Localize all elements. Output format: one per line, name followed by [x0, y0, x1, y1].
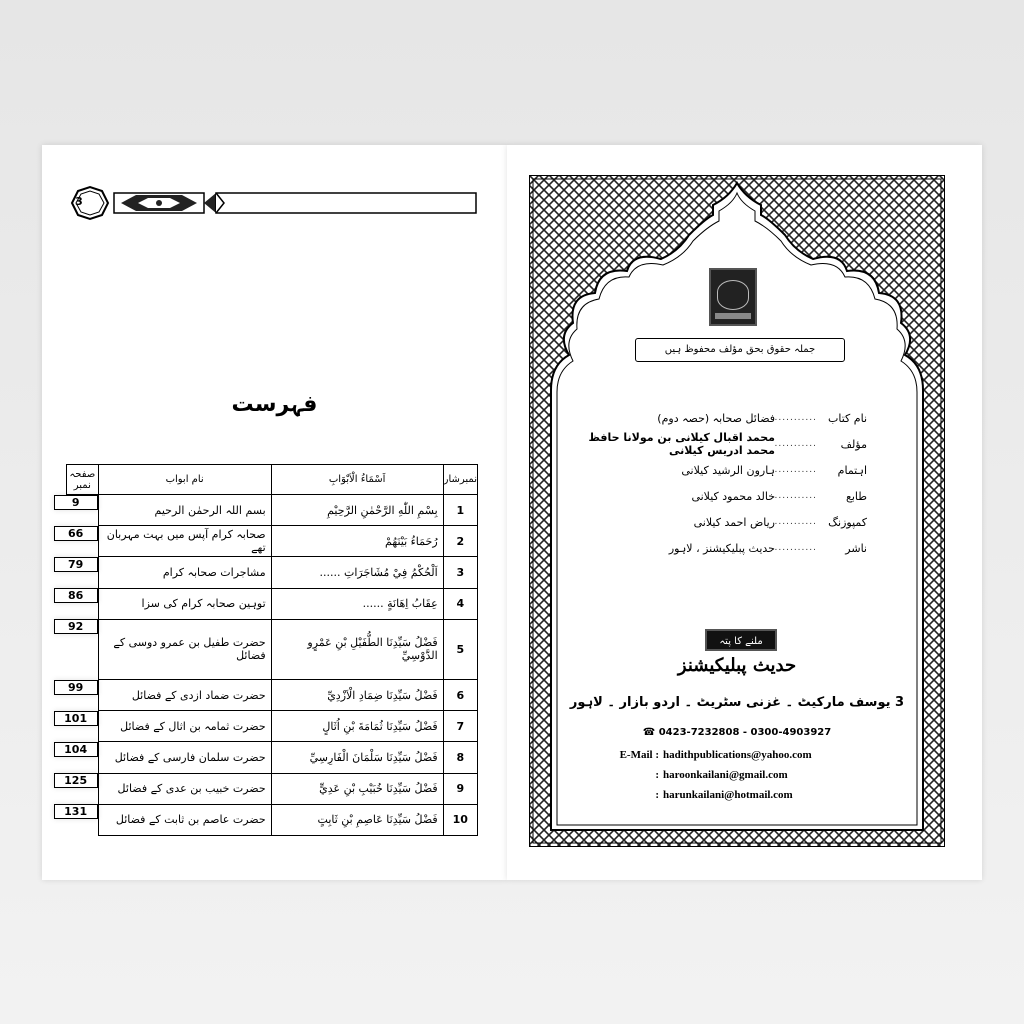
toc-cell-arabic: فَضْلُ سَيِّدِنَا عَاصِمِ بْنِ ثَابِتٍ: [271, 804, 443, 835]
book-info-row: [577, 457, 867, 483]
email-list: [615, 749, 895, 809]
toc-cell-page: 92: [54, 619, 98, 634]
toc-cell-arabic: اَلْحُكْمُ فِيْ مُشَاجَرَاتِ ......: [271, 557, 443, 588]
publisher-logo: [709, 268, 757, 326]
header-arabic: اَسْمَاءُ الْاَبْوَابِ: [271, 465, 443, 495]
book-info-value: فضائل صحابہ (حصہ دوم): [657, 411, 775, 425]
toc-cell-num: 9: [443, 773, 477, 804]
book-info-value: خالد محمود کیلانی: [691, 489, 775, 503]
email-row: [615, 769, 895, 789]
toc-cell-urdu: توہین صحابہ کرام کی سزا: [98, 588, 271, 619]
toc-cell-urdu: صحابہ کرام آپس میں بہت مہربان تھے: [98, 526, 271, 557]
toc-cell-page: 101: [54, 711, 98, 726]
email-row: [615, 749, 895, 769]
toc-cell-arabic: فَضْلُ سَيِّدِنَا الطُّفَيْلِ بْنِ عَمْرٍو الدَّوْسِيِّ: [271, 619, 443, 679]
toc-cell-num: 6: [443, 680, 477, 711]
book-info-value: ریاض احمد کیلانی: [693, 515, 775, 529]
header-num: نمبرشار: [443, 465, 477, 495]
toc-cell-urdu: حضرت سلمان فارسی کے فضائل: [98, 742, 271, 773]
book-info-dots: ...........: [774, 517, 817, 527]
toc-row: [67, 588, 478, 619]
email-label: E-Mail :: [619, 749, 659, 761]
toc-cell-page: 125: [54, 773, 98, 788]
book-info-dots: ...........: [774, 465, 817, 475]
book-info-row: [577, 431, 867, 457]
book-info-dots: ...........: [774, 491, 817, 501]
header-urdu: نام ابواب: [98, 465, 271, 495]
toc-cell-arabic: بِسْمِ اللّٰهِ الرَّحْمٰنِ الرَّحِيْمِ: [271, 495, 443, 526]
toc-cell-page: 99: [54, 680, 98, 695]
toc-cell-num: 7: [443, 711, 477, 742]
toc-cell-arabic: رُحَمَاءُ بَيْنَهُمْ: [271, 526, 443, 557]
toc-title: فہرست: [231, 392, 318, 417]
toc-cell-urdu: حضرت ضماد ازدی کے فضائل: [98, 680, 271, 711]
toc-cell-urdu: مشاجرات صحابہ کرام: [98, 557, 271, 588]
toc-cell-arabic: فَضْلُ سَيِّدِنَا سَلْمَانَ الْفَارِسِيِّ: [271, 742, 443, 773]
book-info-value: محمد اقبال کیلانی بن مولانا حافظ محمد ادریس کیلانی: [588, 431, 775, 457]
toc-row: [67, 526, 478, 557]
email-address[interactable]: haroonkailani@gmail.com: [663, 769, 788, 781]
book-info-row: [577, 483, 867, 509]
toc-cell-page: 66: [54, 526, 98, 541]
book-info-label: مؤلف: [840, 437, 867, 451]
toc-cell-urdu: حضرت طفیل بن عمرو دوسی کے فضائل: [98, 619, 271, 679]
toc-cell-num: 5: [443, 619, 477, 679]
toc-body: [64, 495, 478, 836]
book-info-row: [577, 405, 867, 431]
page-number: 3: [75, 195, 83, 208]
toc-row: [67, 619, 478, 679]
toc-row: [67, 773, 478, 804]
email-row: [615, 789, 895, 809]
book-info-label: طابع: [845, 489, 867, 503]
toc-cell-arabic: فَضْلُ سَيِّدِنَا خُبَيْبِ بْنِ عَدِيٍّ: [271, 773, 443, 804]
toc-row: [67, 495, 478, 526]
toc-cell-urdu: بسم اللہ الرحمٰن الرحیم: [98, 495, 271, 526]
book-info-label: اہتمام: [837, 463, 867, 477]
toc-row: [67, 680, 478, 711]
toc-cell-page: 131: [54, 804, 98, 819]
email-label: :: [655, 789, 659, 801]
email-address[interactable]: harunkailani@hotmail.com: [663, 789, 793, 801]
toc-cell-num: 3: [443, 557, 477, 588]
toc-row: [67, 557, 478, 588]
book-info-label: کمپوزنگ: [828, 515, 867, 529]
book-info-row: [577, 509, 867, 535]
toc-cell-num: 1: [443, 495, 477, 526]
book-info-row: [577, 535, 867, 561]
toc-cell-num: 8: [443, 742, 477, 773]
book-info-value: ہارون الرشید کیلانی: [681, 463, 775, 477]
toc-cell-page: 86: [54, 588, 98, 603]
book-info-label: نام کتاب: [828, 411, 867, 425]
publisher-address: 3 یوسف مارکیٹ ۔ غزنی سٹریٹ ۔ اردو بازار ۔ لاہور: [569, 695, 905, 710]
right-page: [507, 145, 982, 880]
book-info-value: حدیث پبلیکیشنز ، لاہور: [668, 541, 775, 555]
book-info-label: ناشر: [845, 541, 867, 555]
toc-cell-num: 2: [443, 526, 477, 557]
toc-cell-arabic: فَضْلُ سَيِّدِنَا ثُمَامَةَ بْنِ اُثَالٍ: [271, 711, 443, 742]
toc-cell-num: 4: [443, 588, 477, 619]
toc-table: [66, 464, 478, 836]
toc-row: [67, 804, 478, 835]
toc-row: [67, 742, 478, 773]
toc-cell-page: 104: [54, 742, 98, 757]
toc-cell-urdu: حضرت خبیب بن عدی کے فضائل: [98, 773, 271, 804]
header-page: صفحہ نمبر: [67, 465, 99, 495]
email-address[interactable]: hadithpublications@yahoo.com: [663, 749, 812, 761]
book-info-dots: ...........: [774, 439, 817, 449]
contact-label: ملنے کا پتہ: [705, 629, 777, 651]
email-label: :: [655, 769, 659, 781]
copyright-notice: جملہ حقوق بحق مؤلف محفوظ ہیں: [635, 338, 845, 362]
toc-cell-arabic: فَضْلُ سَيِّدِنَا ضِمَادِ الْاَزْدِيِّ: [271, 680, 443, 711]
toc-cell-page: 9: [54, 495, 98, 510]
logo-base: [715, 313, 751, 319]
publisher-phone: ☎ 0423-7232808 - 0300-4903927: [642, 727, 832, 738]
left-page: [42, 145, 507, 880]
publisher-name: حدیث پبلیکیشنز: [677, 655, 797, 676]
toc-cell-num: 10: [443, 804, 477, 835]
toc-header-row: [67, 465, 478, 495]
toc-cell-urdu: حضرت ثمامہ بن اثال کے فضائل: [98, 711, 271, 742]
book-info-dots: ...........: [774, 413, 817, 423]
header-ornament: [66, 185, 478, 221]
toc-cell-page: 79: [54, 557, 98, 572]
toc-row: [67, 711, 478, 742]
book-info-dots: ...........: [774, 543, 817, 553]
book-info-list: [577, 405, 867, 561]
logo-emblem: [717, 280, 749, 310]
toc-cell-arabic: عِقَابُ اِهَانَةٍ ......: [271, 588, 443, 619]
toc-cell-urdu: حضرت عاصم بن ثابت کے فضائل: [98, 804, 271, 835]
